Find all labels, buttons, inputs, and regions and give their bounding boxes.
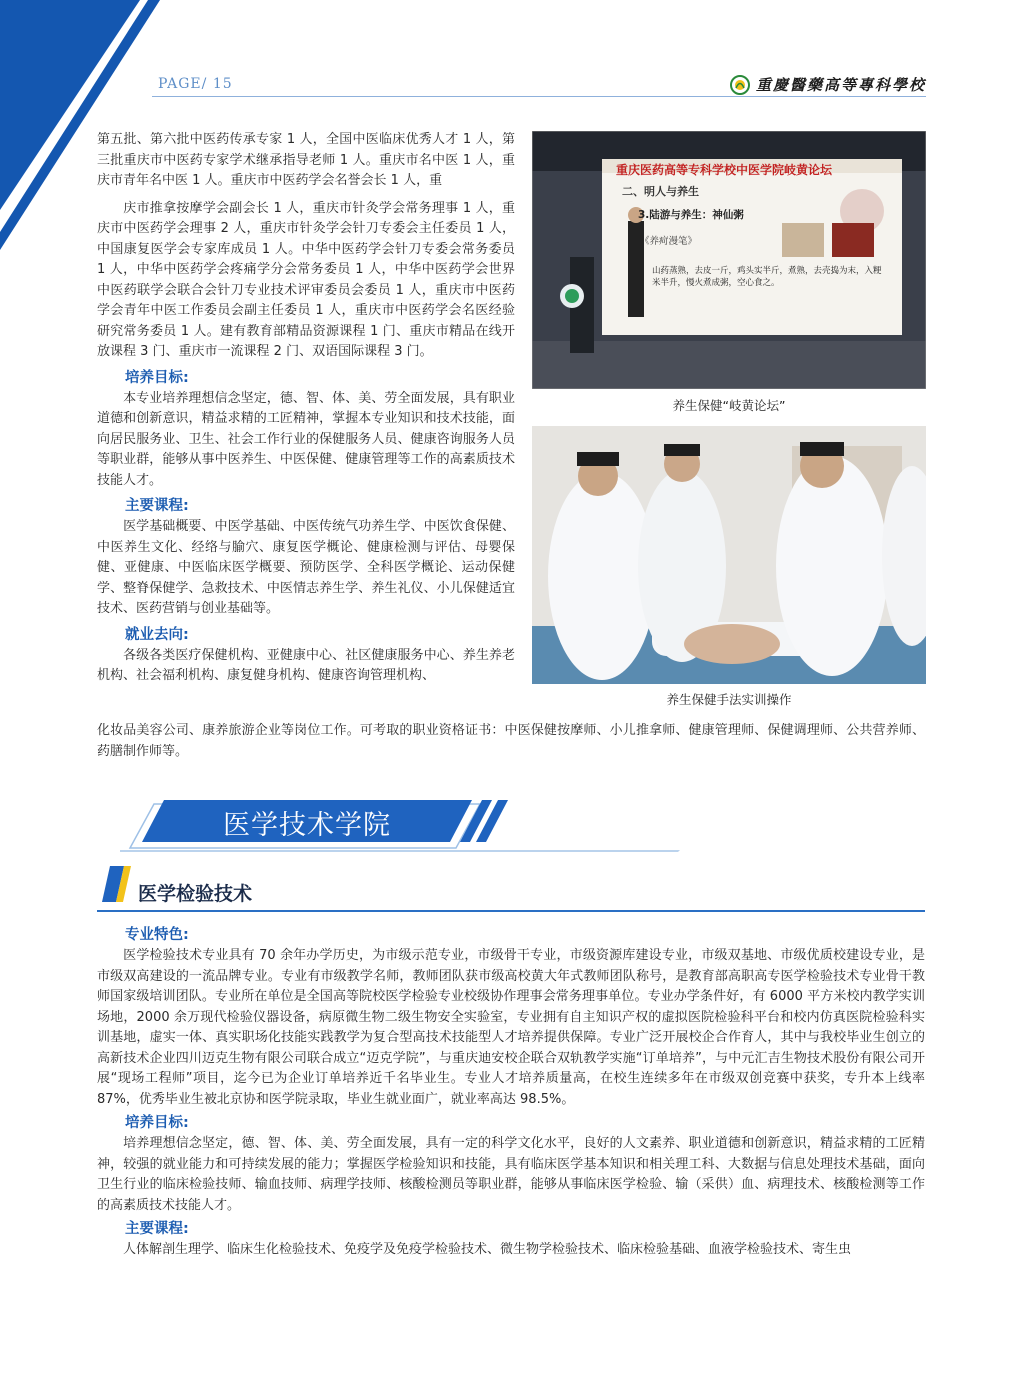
school-logo [730,74,926,95]
forum-photo-caption: 养生保健“岐黄论坛” [672,398,786,413]
massage-training-graphic [532,426,926,684]
job-paragraph [97,646,515,687]
major-course-heading: 主要课程: [125,1221,189,1237]
school-name: 重慶醫藥高等專科學校 [755,76,926,94]
goal-paragraph [97,389,515,492]
major-body [97,924,925,1261]
goal-heading: 培养目标: [125,369,189,386]
massage-photo-caption: 养生保健手法实训操作 [666,692,792,707]
major-feature-heading: 专业特色: [125,927,189,943]
major-title-rule [97,910,925,912]
course-heading: 主要课程: [125,498,189,514]
course-text: 医学基础概要、中医学基础、中医传统气功养生学、中医饮食保健、中医养生文化、经络与腧穴、康复医学概论、健康检测与评估、母婴保健、亚健康、中医临床医学概要、预防医学、全科医学概论、运动保健学、整脊保健学、急救技术、中医情志养生学、养生礼仪、小儿保健适宜技术、医药营销与创业基础等。 [97,519,515,616]
college-banner [120,798,680,854]
school-emblem-icon [730,75,750,95]
major-feature-text: 医学检验技术专业具有 70 余年办学历史，为市级示范专业，市级骨干专业，市级资源库建设专业，市级双基地、市级优质校建设专业，是市级双高建设的一流品牌专业。专业有市级教学名师，教师团队获市级高校黄大年式教师团队称号，是教育部高职高专医学检验技术专业骨干教师国家级培训团队。专业所在单位是全国高等院校医学检验专业校级协作理事会常务理事单位。专业办学条件好，有 6000 平方米校内教学实训场地，2000 余万现代检验仪器设备，病原微生物二级生物安全实验室，专业拥有自主知识产权的虚拟医院检验科平台和校内仿真医院检验科实训基地，虚实一体、真实职场化技能实践教学为复合型高技术技能型人才培养提供保障。专业广泛开展校企合作育人，其中与我校毕业生创立的高新技术企业四川迈克生物有限公司联合成立“迈克学院”，与重庆迪安校企联合双轨教学实施“订单培养”，与中元汇吉生物技术股份有限公司开展“现场工程师”项目，迄今已为企业订单培养近千名毕业生。专业人才培养质量高，在校生连续多年在市级双创竞赛中获奖，专升本上线率 87%，优秀毕业生被北京协和医学院录取，毕业生就业面广，就业率高达 98.5%。 [97,948,925,1107]
major-title: 医学检验技术 [138,883,253,905]
major-feature-paragraph [97,946,925,1110]
major-goal-text: 培养理想信念坚定，德、智、体、美、劳全面发展，具有一定的科学文化水平，良好的人文素养、职业道德和创新意识，精益求精的工匠精神，较强的就业能力和可持续发展的能力；掌握医学检验知识和技能，具有临床医学基本知识和相关理工科、大数据与信息处理技术基础，面向卫生行业的临床检验技师、输血技师、病理学技师、核酸检测员等职业群，能够从事临床医学检验、输（采供）血、病理技术、核酸检测等工作的高素质技术技能人才。 [97,1136,925,1213]
forum-slide-title: 二、明人与养生 [622,185,699,198]
major-course-text: 人体解剖生理学、临床生化检验技术、免疫学及免疫学检验技术、微生物学检验技术、临床检验基础、血液学检验技术、寄生虫 [123,1242,852,1257]
faculty-paragraph-1: 第五批、第六批中医药传承专家 1 人，全国中医临床优秀人才 1 人，第三批重庆市中医药专家学术继承指导老师 1 人。重庆市名中医 1 人，重庆市青年名中医 1 人。重庆市中医药学会名誉会长 1 人，重 [97,132,515,188]
forum-slide-subtitle: 3.陆游与养生：神仙粥 [638,209,744,221]
major-title-mark [100,864,132,904]
college-title: 医学技术学院 [223,810,391,841]
major-goal-paragraph [97,1134,925,1216]
major-course-paragraph [97,1240,925,1261]
left-column [97,130,515,687]
header-rule [152,96,926,97]
forum-screen-title: 重庆医药高等专科学校中医学院岐黄论坛 [616,163,833,177]
major-goal-heading: 培养目标: [125,1115,189,1131]
job-text-continued: 化妆品美容公司、康养旅游企业等岗位工作。可考取的职业资格证书：中医保健按摩师、小儿推拿师、健康管理师、保健调理师、公共营养师、药膳制作师等。 [97,723,925,759]
forum-photo [532,131,926,389]
forum-slide-recipe: 山药蒸熟，去皮一斤，鸡头实半斤，煮熟，去壳捣为末，入粳米半升，慢火煮成粥，空心食之。 [652,266,882,288]
faculty-paragraph-2-text: 庆市推拿按摩学会副会长 1 人，重庆市针灸学会常务理事 1 人，重庆市中医药学会理事 2 人，重庆市针灸学会针刀专委会主任委员 1 人，中国康复医学会专家库成员 1 人。中华中医药学会针刀专委会常务委员 1 人，中华中医药学会疼痛学分会常务委员 1 人，中华中医药学会世界中医药联学会联合会针刀专业技术评审委员会委员 1 人，重庆市中医药学会青年中医工作委员会副主任委员 1 人，重庆市中医药学会名医经验研究常务委员 1 人。建有教育部精品资源课程 1 门、重庆市精品在线开放课程 3 门、重庆市一流课程 2 门、双语国际课程 3 门。 [97,200,515,359]
job-text-a: 各级各类医疗保健机构、亚健康中心、社区健康服务中心、养生养老机构、社会福利机构、康复健身机构、健康咨询管理机构、 [97,647,515,683]
page-number: PAGE/ 15 [158,76,233,92]
goal-text: 本专业培养理想信念坚定，德、智、体、美、劳全面发展，具有职业道德和创新意识，精益求精的工匠精神，掌握本专业知识和技术技能，面向居民服务业、卫生、社会工作行业的保健服务人员、健康咨询服务人员等职业群，能够从事中医养生、中医保健、健康管理等工作的高素质技术技能人才。 [97,390,515,488]
faculty-paragraph-2 [97,199,515,363]
massage-training-photo [532,426,926,684]
forum-slide-book: 《养疴漫笔》 [640,236,698,247]
job-heading: 就业去向: [125,626,189,643]
course-paragraph [97,517,515,620]
